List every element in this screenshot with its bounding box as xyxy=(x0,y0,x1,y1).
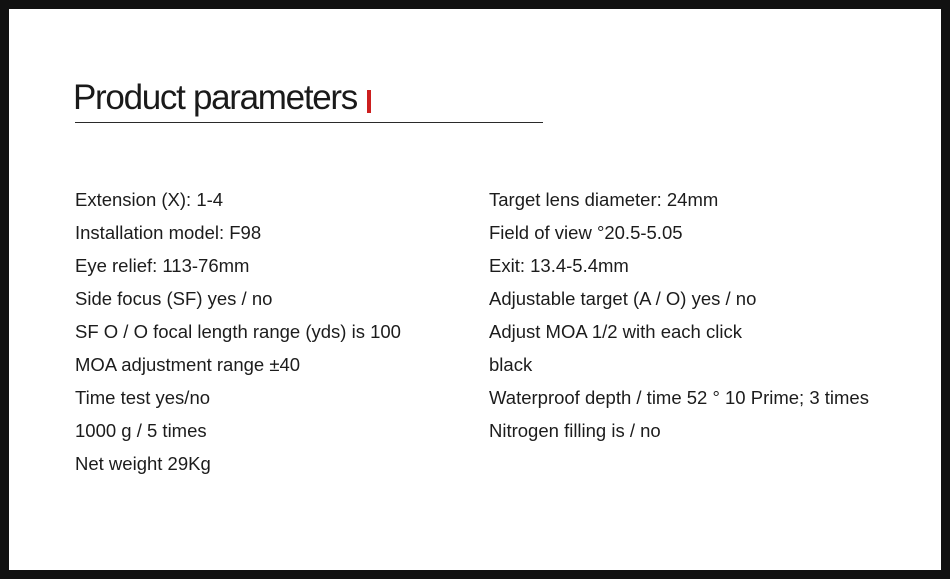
page-title: Product parameters xyxy=(73,78,357,117)
param-item: black xyxy=(489,354,533,375)
param-item: Installation model: F98 xyxy=(75,222,262,243)
param-item: Net weight 29Kg xyxy=(75,453,211,474)
title-row xyxy=(73,75,371,121)
param-item: Time test yes/no xyxy=(75,387,211,408)
params-right-column xyxy=(489,183,869,447)
params-left-column xyxy=(75,183,401,480)
param-item: 1000 g / 5 times xyxy=(75,420,207,441)
title-divider xyxy=(75,122,543,123)
title-accent-bar xyxy=(367,90,371,113)
param-item: MOA adjustment range ±40 xyxy=(75,354,301,375)
param-item: Side focus (SF) yes / no xyxy=(75,288,273,309)
param-item: Eye relief: 113-76mm xyxy=(75,255,250,276)
param-item: Extension (X): 1-4 xyxy=(75,189,224,210)
param-item: SF O / O focal length range (yds) is 100 xyxy=(75,321,401,342)
param-item: Exit: 13.4-5.4mm xyxy=(489,255,629,276)
param-item: Field of view °20.5-5.05 xyxy=(489,222,683,243)
param-item: Waterproof depth / time 52 ° 10 Prime; 3 times xyxy=(489,387,869,408)
param-item: Nitrogen filling is / no xyxy=(489,420,661,441)
param-item: Adjustable target (A / O) yes / no xyxy=(489,288,757,309)
param-item: Adjust MOA 1/2 with each click xyxy=(489,321,742,342)
param-item: Target lens diameter: 24mm xyxy=(489,189,719,210)
content-panel xyxy=(9,9,941,570)
